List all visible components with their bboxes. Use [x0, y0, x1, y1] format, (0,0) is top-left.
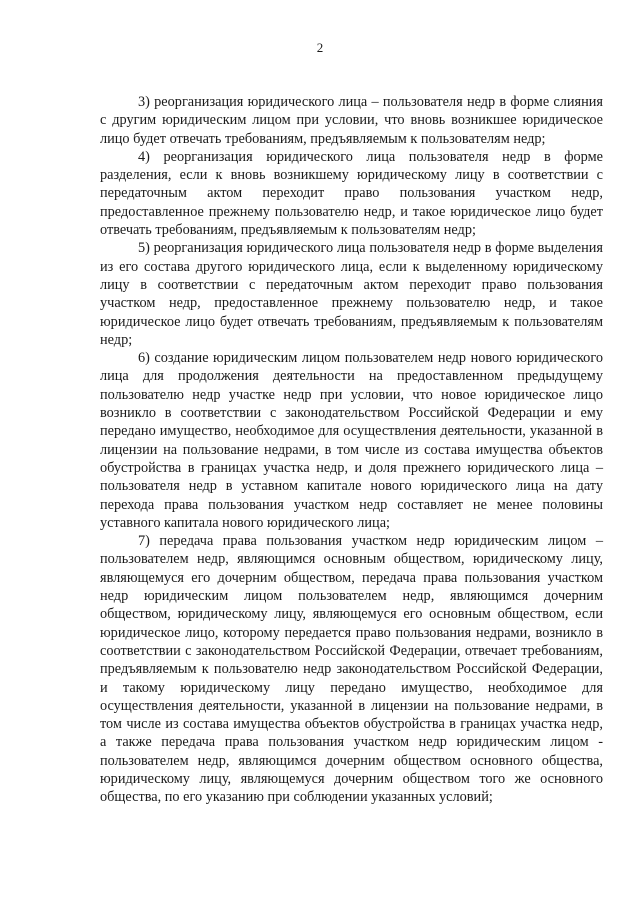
paragraph-item-4: 4) реорганизация юридического лица пользователя недр в форме разделения, если к вновь возникшему юридическому лицу в соответствии с передаточным актом переходит право пользования участком недр, предоставленное прежнему пользователю недр, и такое юридическое лицо будет отвечать требованиям, предъявляемым к пользователям недр;	[100, 148, 603, 239]
document-body	[100, 93, 603, 807]
paragraph-item-6: 6) создание юридическим лицом пользователем недр нового юридического лица для продолжения деятельности на предоставленном предыдущему пользователю недр участке недр при условии, что новое юридическое лицо возникло в соответствии с законодательством Российской Федерации и ему передано имущество, необходимое для осуществления деятельности, указанной в лицензии на пользование недрами, в том числе из состава имущества объектов обустройства в границах участка недр, и доля прежнего юридического лица – пользователя недр в уставном капитале нового юридического лица на дату перехода права пользования участком недр составляет не менее половины уставного капитала нового юридического лица;	[100, 350, 603, 531]
paragraph-item-5: 5) реорганизация юридического лица пользователя недр в форме выделения из его состава другого юридического лица, если к выделенному юридическому лицу в соответствии с передаточным актом переходит право пользования участком недр, предоставленное прежнему пользователю недр, и такое юридическое лицо будет отвечать требованиям, предъявляемым к пользователям недр;	[100, 240, 603, 348]
paragraph-item-3: 3) реорганизация юридического лица – пользователя недр в форме слияния с другим юридическим лицом при условии, что вновь возникшее юридическое лицо будет отвечать требованиям, предъявляемым к пользователям недр;	[100, 94, 603, 147]
page-number: 2	[316, 40, 324, 55]
paragraph-item-7: 7) передача права пользования участком недр юридическим лицом – пользователем недр, являющимся основным обществом, юридическому лицу, являющемуся его дочерним обществом, передача права пользования участком недр юридическим лицом пользователем недр, являющимся дочерним обществом, юридическому лицу, являющемуся его основным обществом, если юридическое лицо, которому передается право пользования недрами, возникло в соответствии с законодательством Российской Федерации, отвечает требованиям, предъявляемым к пользователю недр законодательством Российской Федерации, и такому юридическому лицу передано имущество, необходимое для осуществления деятельности, указанной в лицензии на пользование недрами, в том числе из состава имущества объектов обустройства в границах участка недр, а также передача права пользования участком недр юридическим лицом - пользователем недр, являющимся дочерним обществом основного общества, юридическому лицу, являющемуся дочерним обществом того же основного общества, по его указанию при соблюдении указанных условий;	[100, 533, 603, 806]
